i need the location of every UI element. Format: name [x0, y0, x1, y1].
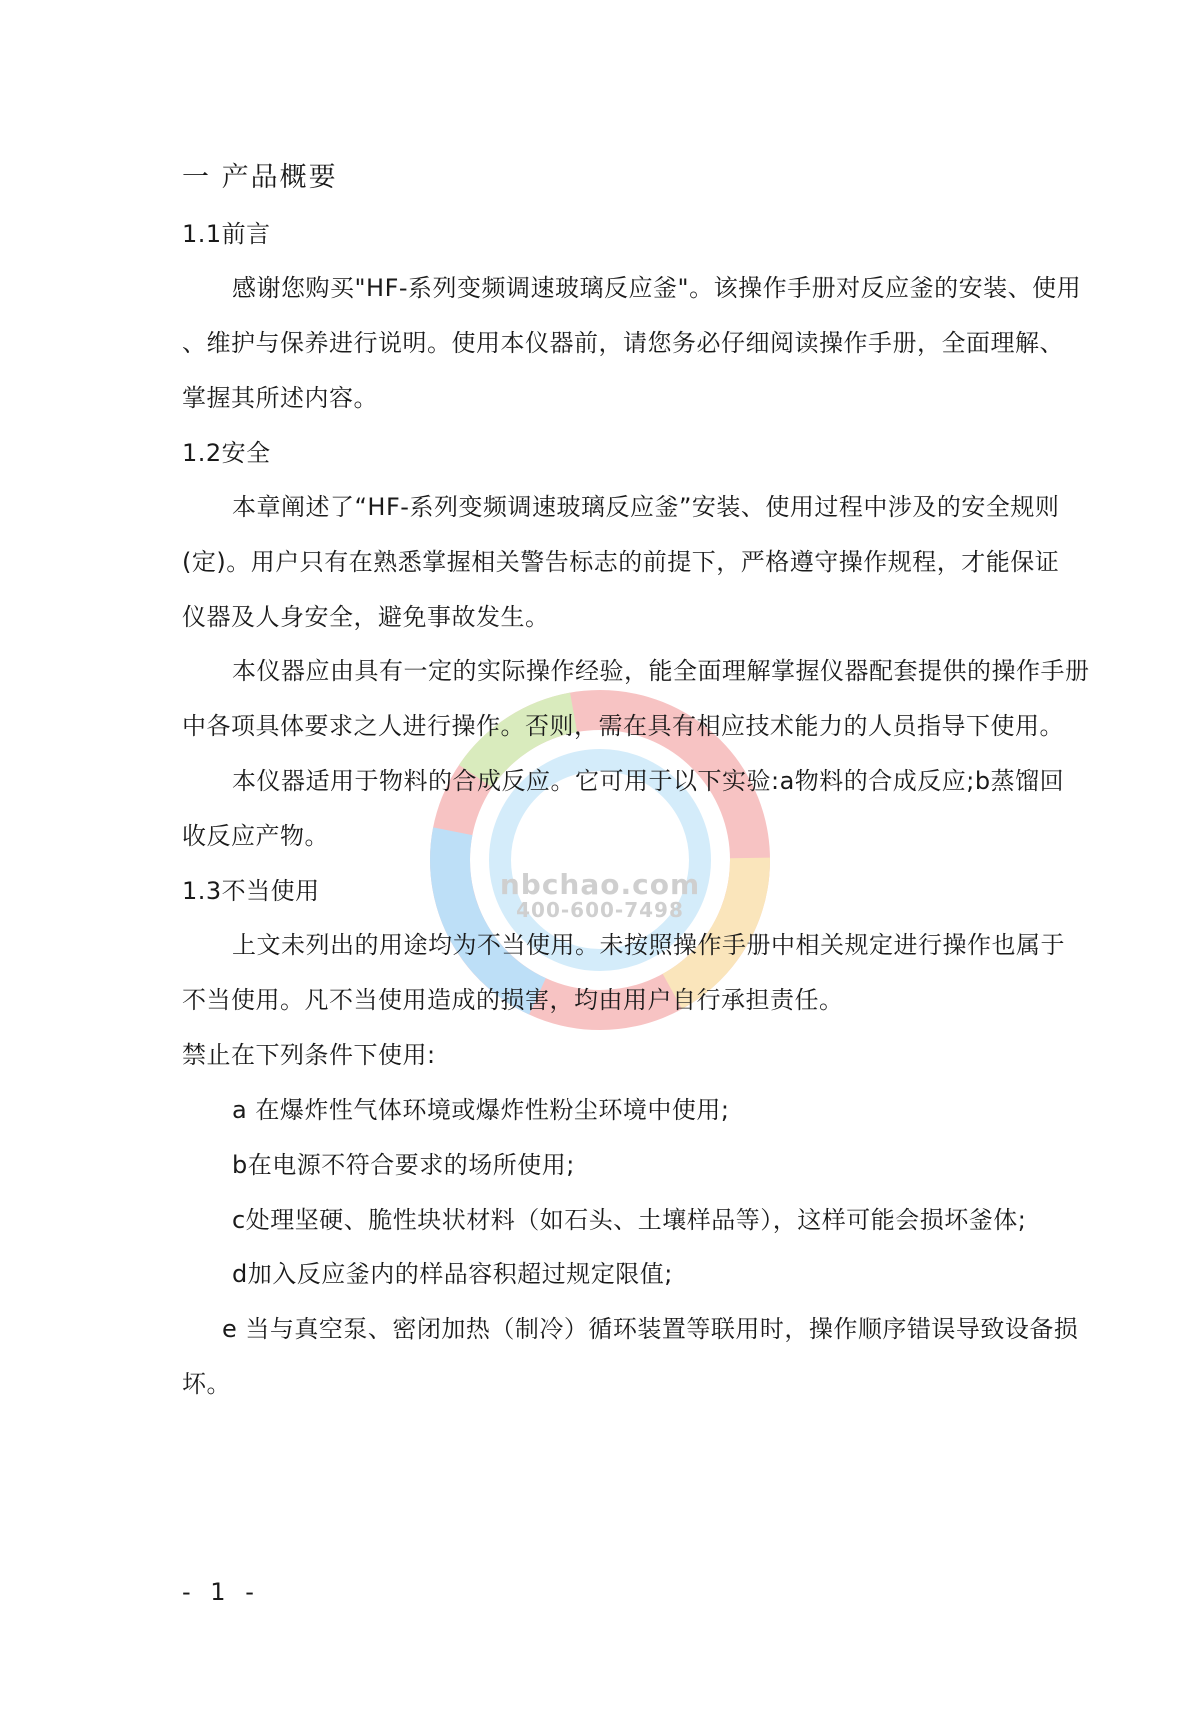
list-item: e 当与真空泵、密闭加热（制冷）循环装置等联用时，操作顺序错误导致设备损 — [222, 1315, 1079, 1343]
list-item: c处理坚硬、脆性块状材料（如石头、土壤样品等），这样可能会损坏釜体; — [232, 1206, 1027, 1234]
paragraph-line: 、维护与保养进行说明。使用本仪器前，请您务必仔细阅读操作手册，全面理解、 — [182, 329, 1064, 357]
list-item-continuation: 坏。 — [182, 1370, 231, 1398]
paragraph-line: 本章阐述了“HF-系列变频调速玻璃反应釜”安装、使用过程中涉及的安全规则 — [232, 493, 1060, 521]
paragraph-line: 掌握其所述内容。 — [182, 384, 378, 412]
paragraph-line: (定)。用户只有在熟悉掌握相关警告标志的前提下，严格遵守操作规程，才能保证 — [182, 548, 1060, 576]
list-item: b在电源不符合要求的场所使用; — [232, 1151, 575, 1179]
paragraph-line: 上文未列出的用途均为不当使用。未按照操作手册中相关规定进行操作也属于 — [232, 931, 1065, 959]
paragraph-line: 不当使用。凡不当使用造成的损害，均由用户自行承担责任。 — [182, 986, 844, 1014]
paragraph-line: 本仪器应由具有一定的实际操作经验，能全面理解掌握仪器配套提供的操作手册 — [232, 657, 1090, 685]
subsection-heading-1-1: 1.1前言 — [182, 220, 271, 248]
subsection-heading-1-3: 1.3不当使用 — [182, 877, 320, 905]
prohibit-intro: 禁止在下列条件下使用: — [182, 1041, 436, 1069]
watermark-domain: nbchao.com — [499, 868, 701, 901]
paragraph-line: 收反应产物。 — [182, 822, 329, 850]
watermark-phone: 400-600-7498 — [516, 898, 684, 922]
page-number: - 1 - — [182, 1578, 260, 1606]
subsection-heading-1-2: 1.2安全 — [182, 439, 271, 467]
paragraph-line: 本仪器适用于物料的合成反应。它可用于以下实验:a物料的合成反应;b蒸馏回 — [232, 767, 1065, 795]
paragraph-line: 感谢您购买"HF-系列变频调速玻璃反应釜"。该操作手册对反应釜的安装、使用 — [232, 274, 1082, 302]
paragraph-line: 中各项具体要求之人进行操作。否则，需在具有相应技术能力的人员指导下使用。 — [182, 712, 1064, 740]
paragraph-line: 仪器及人身安全，避免事故发生。 — [182, 603, 550, 631]
section-title: 一 产品概要 — [182, 162, 338, 193]
list-item: d加入反应釜内的样品容积超过规定限值; — [232, 1260, 673, 1288]
list-item: a 在爆炸性气体环境或爆炸性粉尘环境中使用; — [232, 1096, 730, 1124]
